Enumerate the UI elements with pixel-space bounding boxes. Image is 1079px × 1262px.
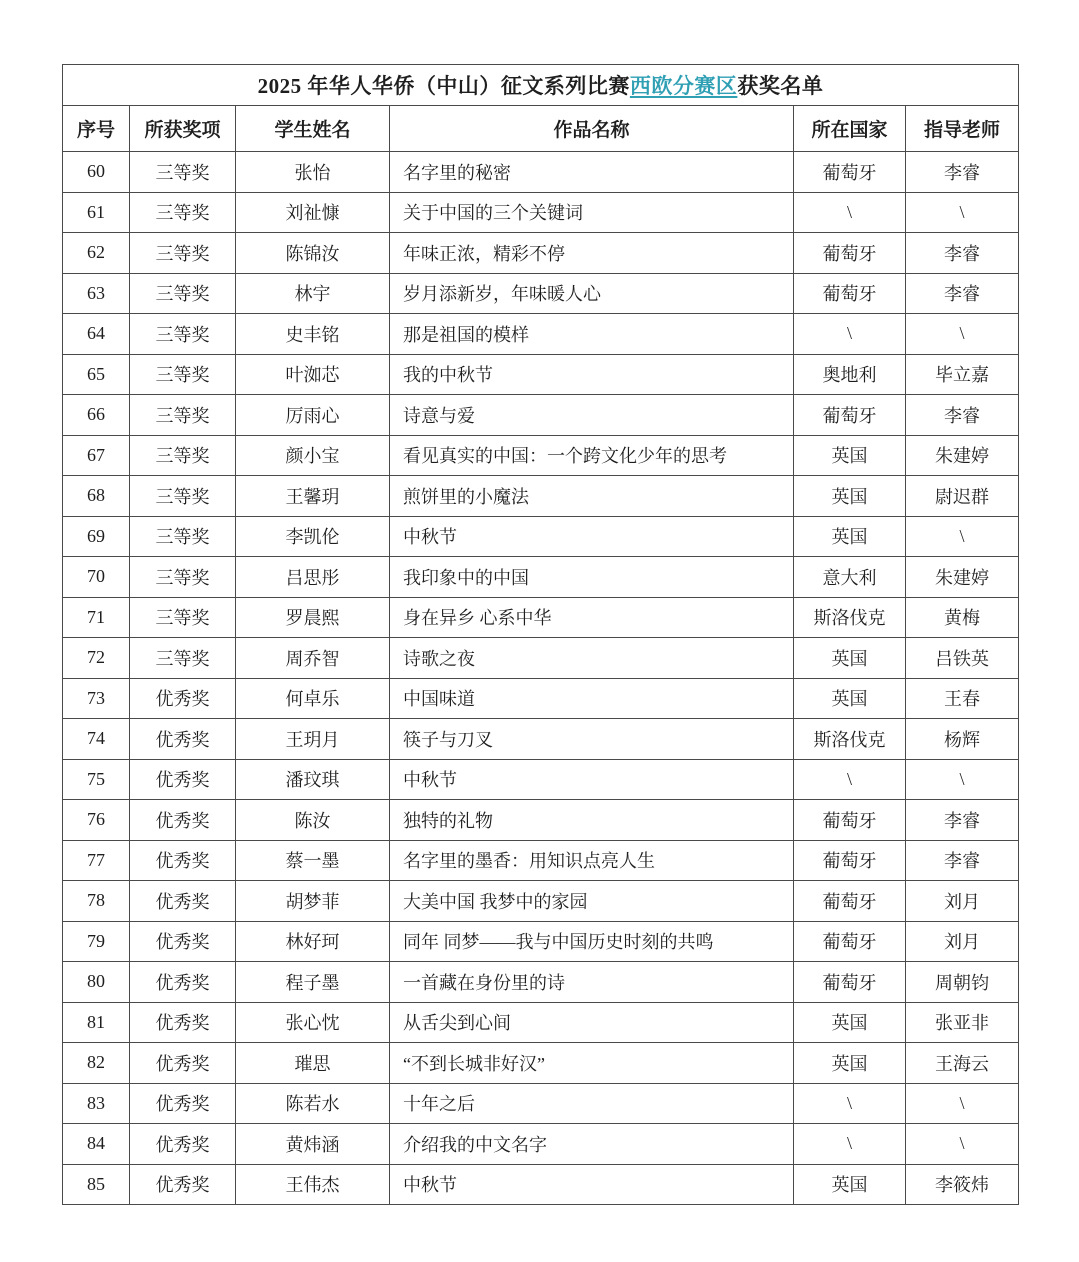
cell-work-title: 筷子与刀叉 bbox=[390, 719, 794, 760]
cell-student-name: 史丰铭 bbox=[236, 314, 390, 355]
cell-student-name: 璀思 bbox=[236, 1043, 390, 1084]
cell-work-title: 诗意与爱 bbox=[390, 395, 794, 436]
cell-work-title: 介绍我的中文名字 bbox=[390, 1124, 794, 1165]
cell-country: 英国 bbox=[794, 638, 906, 679]
cell-award: 优秀奖 bbox=[130, 1043, 236, 1084]
cell-student-name: 颜小宝 bbox=[236, 435, 390, 476]
table-row bbox=[63, 192, 1019, 233]
cell-student-name: 林好珂 bbox=[236, 921, 390, 962]
cell-country: 英国 bbox=[794, 1002, 906, 1043]
cell-index: 76 bbox=[63, 800, 130, 841]
cell-work-title: 诗歌之夜 bbox=[390, 638, 794, 679]
cell-work-title: 从舌尖到心间 bbox=[390, 1002, 794, 1043]
cell-country: 英国 bbox=[794, 1043, 906, 1084]
cell-teacher: 杨辉 bbox=[906, 719, 1019, 760]
cell-teacher: 尉迟群 bbox=[906, 476, 1019, 517]
cell-country: 葡萄牙 bbox=[794, 800, 906, 841]
cell-teacher: 吕铁英 bbox=[906, 638, 1019, 679]
cell-student-name: 潘玟琪 bbox=[236, 759, 390, 800]
cell-award: 三等奖 bbox=[130, 516, 236, 557]
cell-award: 三等奖 bbox=[130, 557, 236, 598]
cell-award: 三等奖 bbox=[130, 395, 236, 436]
cell-country: 葡萄牙 bbox=[794, 881, 906, 922]
table-row bbox=[63, 759, 1019, 800]
cell-student-name: 周乔智 bbox=[236, 638, 390, 679]
cell-index: 66 bbox=[63, 395, 130, 436]
cell-award: 三等奖 bbox=[130, 638, 236, 679]
cell-teacher: 朱建婷 bbox=[906, 557, 1019, 598]
awards-table bbox=[62, 64, 1019, 1205]
cell-award: 优秀奖 bbox=[130, 678, 236, 719]
table-row bbox=[63, 395, 1019, 436]
cell-index: 84 bbox=[63, 1124, 130, 1165]
cell-award: 优秀奖 bbox=[130, 921, 236, 962]
cell-index: 78 bbox=[63, 881, 130, 922]
cell-teacher: 黄梅 bbox=[906, 597, 1019, 638]
cell-award: 优秀奖 bbox=[130, 881, 236, 922]
cell-index: 83 bbox=[63, 1083, 130, 1124]
cell-country: \ bbox=[794, 1124, 906, 1165]
table-row bbox=[63, 1043, 1019, 1084]
cell-country: 葡萄牙 bbox=[794, 395, 906, 436]
cell-work-title: 我的中秋节 bbox=[390, 354, 794, 395]
cell-work-title: 看见真实的中国：一个跨文化少年的思考 bbox=[390, 435, 794, 476]
cell-work-title: 中秋节 bbox=[390, 1164, 794, 1205]
cell-student-name: 李凯伦 bbox=[236, 516, 390, 557]
table-row bbox=[63, 962, 1019, 1003]
table-row bbox=[63, 638, 1019, 679]
cell-country: 葡萄牙 bbox=[794, 840, 906, 881]
cell-student-name: 陈锦汝 bbox=[236, 233, 390, 274]
cell-country: \ bbox=[794, 1083, 906, 1124]
column-header-country: 所在国家 bbox=[794, 106, 906, 152]
cell-country: \ bbox=[794, 314, 906, 355]
cell-student-name: 吕思彤 bbox=[236, 557, 390, 598]
table-row bbox=[63, 1002, 1019, 1043]
awards-table-body bbox=[63, 65, 1019, 1205]
cell-index: 65 bbox=[63, 354, 130, 395]
cell-work-title: 十年之后 bbox=[390, 1083, 794, 1124]
cell-award: 三等奖 bbox=[130, 314, 236, 355]
cell-work-title: 我印象中的中国 bbox=[390, 557, 794, 598]
cell-award: 优秀奖 bbox=[130, 1002, 236, 1043]
cell-student-name: 王玥月 bbox=[236, 719, 390, 760]
cell-student-name: 何卓乐 bbox=[236, 678, 390, 719]
cell-student-name: 胡梦菲 bbox=[236, 881, 390, 922]
cell-country: 葡萄牙 bbox=[794, 152, 906, 193]
cell-work-title: 中秋节 bbox=[390, 516, 794, 557]
cell-country: 英国 bbox=[794, 1164, 906, 1205]
cell-student-name: 陈若水 bbox=[236, 1083, 390, 1124]
cell-index: 75 bbox=[63, 759, 130, 800]
cell-award: 优秀奖 bbox=[130, 840, 236, 881]
table-row bbox=[63, 476, 1019, 517]
cell-teacher: 刘月 bbox=[906, 921, 1019, 962]
cell-student-name: 王馨玥 bbox=[236, 476, 390, 517]
cell-teacher: 李睿 bbox=[906, 273, 1019, 314]
cell-country: 英国 bbox=[794, 435, 906, 476]
table-row bbox=[63, 921, 1019, 962]
cell-country: 英国 bbox=[794, 476, 906, 517]
cell-country: 斯洛伐克 bbox=[794, 719, 906, 760]
cell-country: 葡萄牙 bbox=[794, 273, 906, 314]
cell-award: 优秀奖 bbox=[130, 1124, 236, 1165]
award-list-document bbox=[62, 64, 1019, 1205]
table-row bbox=[63, 1083, 1019, 1124]
cell-country: 葡萄牙 bbox=[794, 921, 906, 962]
cell-index: 69 bbox=[63, 516, 130, 557]
table-row bbox=[63, 233, 1019, 274]
cell-award: 优秀奖 bbox=[130, 1083, 236, 1124]
cell-award: 优秀奖 bbox=[130, 759, 236, 800]
cell-teacher: 李睿 bbox=[906, 840, 1019, 881]
cell-award: 优秀奖 bbox=[130, 1164, 236, 1205]
cell-teacher: \ bbox=[906, 1083, 1019, 1124]
cell-award: 三等奖 bbox=[130, 152, 236, 193]
cell-teacher: 朱建婷 bbox=[906, 435, 1019, 476]
cell-index: 82 bbox=[63, 1043, 130, 1084]
cell-work-title: 煎饼里的小魔法 bbox=[390, 476, 794, 517]
cell-work-title: 大美中国 我梦中的家园 bbox=[390, 881, 794, 922]
cell-index: 77 bbox=[63, 840, 130, 881]
cell-work-title: 名字里的秘密 bbox=[390, 152, 794, 193]
cell-index: 74 bbox=[63, 719, 130, 760]
cell-country: 斯洛伐克 bbox=[794, 597, 906, 638]
cell-award: 三等奖 bbox=[130, 233, 236, 274]
table-row bbox=[63, 678, 1019, 719]
cell-student-name: 张心忱 bbox=[236, 1002, 390, 1043]
cell-award: 三等奖 bbox=[130, 476, 236, 517]
cell-work-title: 名字里的墨香：用知识点亮人生 bbox=[390, 840, 794, 881]
cell-teacher: \ bbox=[906, 192, 1019, 233]
title-suffix: 获奖名单 bbox=[737, 74, 824, 98]
cell-index: 80 bbox=[63, 962, 130, 1003]
column-header-award: 所获奖项 bbox=[130, 106, 236, 152]
cell-country: 英国 bbox=[794, 516, 906, 557]
cell-student-name: 厉雨心 bbox=[236, 395, 390, 436]
table-row bbox=[63, 1124, 1019, 1165]
cell-award: 三等奖 bbox=[130, 354, 236, 395]
cell-index: 70 bbox=[63, 557, 130, 598]
column-header-student-name: 学生姓名 bbox=[236, 106, 390, 152]
cell-index: 81 bbox=[63, 1002, 130, 1043]
region-link[interactable]: 西欧分赛区 bbox=[629, 74, 738, 98]
cell-teacher: 周朝钧 bbox=[906, 962, 1019, 1003]
cell-teacher: 李筱炜 bbox=[906, 1164, 1019, 1205]
table-title-row bbox=[63, 65, 1019, 106]
cell-index: 64 bbox=[63, 314, 130, 355]
cell-student-name: 张怡 bbox=[236, 152, 390, 193]
table-row bbox=[63, 840, 1019, 881]
cell-work-title: 独特的礼物 bbox=[390, 800, 794, 841]
cell-work-title: 中国味道 bbox=[390, 678, 794, 719]
cell-teacher: 刘月 bbox=[906, 881, 1019, 922]
cell-award: 优秀奖 bbox=[130, 800, 236, 841]
table-row bbox=[63, 314, 1019, 355]
table-row bbox=[63, 1164, 1019, 1205]
cell-student-name: 程子墨 bbox=[236, 962, 390, 1003]
page-title bbox=[63, 65, 1019, 106]
table-header-row bbox=[63, 106, 1019, 152]
cell-teacher: \ bbox=[906, 516, 1019, 557]
column-header-work-title: 作品名称 bbox=[390, 106, 794, 152]
table-row bbox=[63, 597, 1019, 638]
cell-index: 60 bbox=[63, 152, 130, 193]
cell-index: 61 bbox=[63, 192, 130, 233]
cell-index: 73 bbox=[63, 678, 130, 719]
cell-award: 三等奖 bbox=[130, 435, 236, 476]
cell-index: 72 bbox=[63, 638, 130, 679]
cell-work-title: 身在异乡 心系中华 bbox=[390, 597, 794, 638]
table-row bbox=[63, 719, 1019, 760]
cell-work-title: “不到长城非好汉” bbox=[390, 1043, 794, 1084]
cell-work-title: 同年 同梦——我与中国历史时刻的共鸣 bbox=[390, 921, 794, 962]
cell-work-title: 年味正浓，精彩不停 bbox=[390, 233, 794, 274]
cell-index: 67 bbox=[63, 435, 130, 476]
cell-index: 71 bbox=[63, 597, 130, 638]
table-row bbox=[63, 354, 1019, 395]
cell-student-name: 林宇 bbox=[236, 273, 390, 314]
cell-teacher: 张亚非 bbox=[906, 1002, 1019, 1043]
cell-work-title: 岁月添新岁，年味暖人心 bbox=[390, 273, 794, 314]
cell-teacher: 王春 bbox=[906, 678, 1019, 719]
cell-award: 优秀奖 bbox=[130, 962, 236, 1003]
table-row bbox=[63, 516, 1019, 557]
cell-index: 79 bbox=[63, 921, 130, 962]
cell-award: 优秀奖 bbox=[130, 719, 236, 760]
cell-teacher: \ bbox=[906, 759, 1019, 800]
cell-index: 63 bbox=[63, 273, 130, 314]
column-header-index: 序号 bbox=[63, 106, 130, 152]
cell-index: 62 bbox=[63, 233, 130, 274]
cell-teacher: \ bbox=[906, 1124, 1019, 1165]
title-prefix: 2025 年华人华侨（中山）征文系列比赛 bbox=[257, 74, 630, 98]
cell-work-title: 关于中国的三个关键词 bbox=[390, 192, 794, 233]
cell-award: 三等奖 bbox=[130, 192, 236, 233]
cell-award: 三等奖 bbox=[130, 273, 236, 314]
cell-teacher: 李睿 bbox=[906, 800, 1019, 841]
cell-country: 意大利 bbox=[794, 557, 906, 598]
cell-teacher: 李睿 bbox=[906, 152, 1019, 193]
cell-work-title: 中秋节 bbox=[390, 759, 794, 800]
cell-teacher: 李睿 bbox=[906, 233, 1019, 274]
cell-index: 68 bbox=[63, 476, 130, 517]
table-row bbox=[63, 273, 1019, 314]
table-row bbox=[63, 435, 1019, 476]
cell-teacher: 毕立嘉 bbox=[906, 354, 1019, 395]
cell-award: 三等奖 bbox=[130, 597, 236, 638]
cell-work-title: 那是祖国的模样 bbox=[390, 314, 794, 355]
cell-student-name: 蔡一墨 bbox=[236, 840, 390, 881]
cell-student-name: 叶洳芯 bbox=[236, 354, 390, 395]
cell-country: \ bbox=[794, 192, 906, 233]
cell-index: 85 bbox=[63, 1164, 130, 1205]
table-row bbox=[63, 881, 1019, 922]
cell-teacher: 王海云 bbox=[906, 1043, 1019, 1084]
table-row bbox=[63, 557, 1019, 598]
cell-teacher: \ bbox=[906, 314, 1019, 355]
cell-student-name: 罗晨熙 bbox=[236, 597, 390, 638]
cell-country: 葡萄牙 bbox=[794, 962, 906, 1003]
cell-teacher: 李睿 bbox=[906, 395, 1019, 436]
cell-student-name: 陈汝 bbox=[236, 800, 390, 841]
cell-country: 奥地利 bbox=[794, 354, 906, 395]
column-header-teacher: 指导老师 bbox=[906, 106, 1019, 152]
cell-student-name: 黄炜涵 bbox=[236, 1124, 390, 1165]
cell-student-name: 刘祉慷 bbox=[236, 192, 390, 233]
cell-country: 葡萄牙 bbox=[794, 233, 906, 274]
table-row bbox=[63, 800, 1019, 841]
cell-work-title: 一首藏在身份里的诗 bbox=[390, 962, 794, 1003]
cell-country: 英国 bbox=[794, 678, 906, 719]
cell-country: \ bbox=[794, 759, 906, 800]
cell-student-name: 王伟杰 bbox=[236, 1164, 390, 1205]
table-row bbox=[63, 152, 1019, 193]
